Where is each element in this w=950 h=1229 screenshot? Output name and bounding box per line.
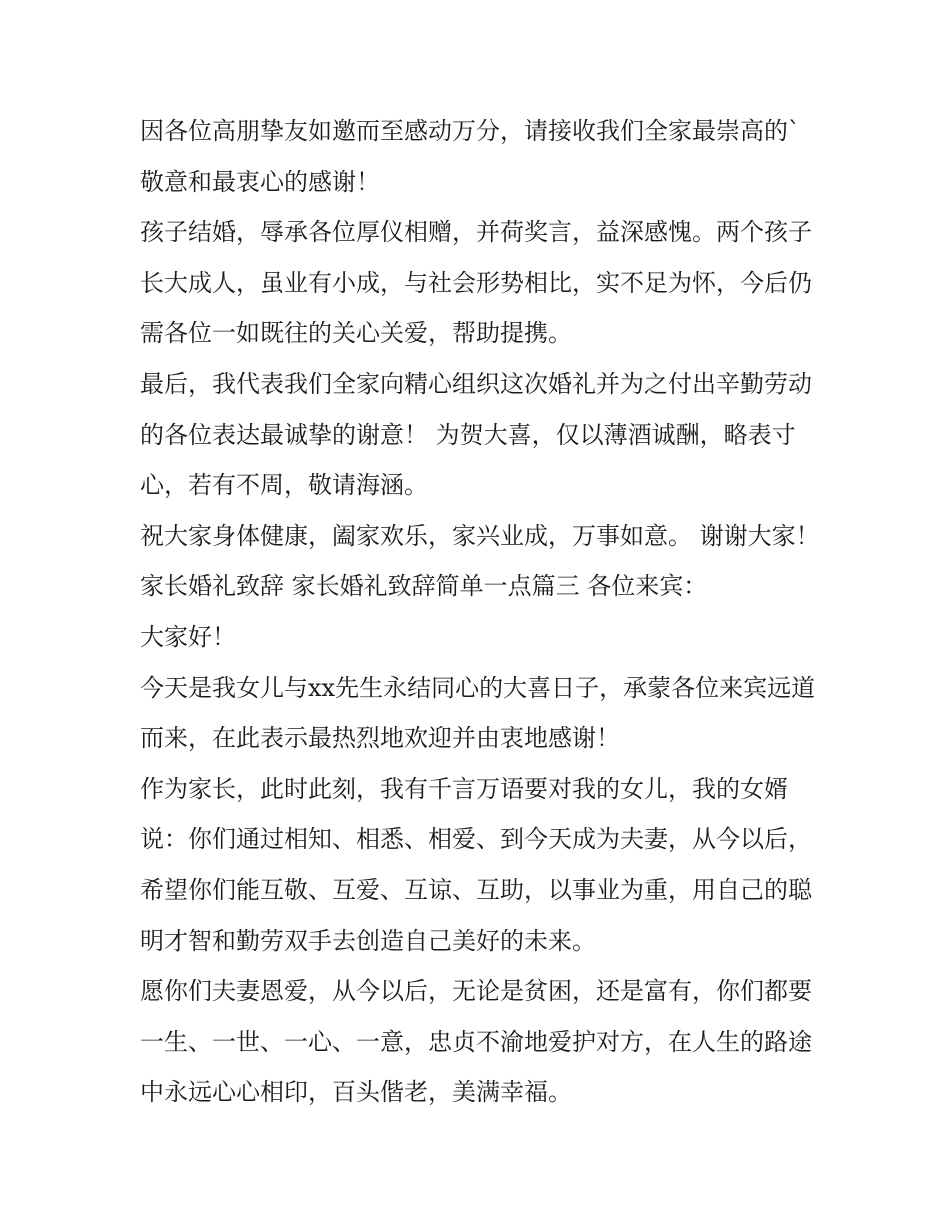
paragraph: 最后，我代表我们全家向精心组织这次婚礼并为之付出辛勤劳动的各位表达最诚挚的谢意！ 为贺大喜，仅以薄酒诚酬，略表寸心，若有不周，敬请海涵。 — [140, 369, 812, 500]
document-body — [140, 106, 820, 1118]
paragraph: 孩子结婚，辱承各位厚仪相赠，并荷奖言，益深感愧。两个孩子长大成人，虽业有小成，与社会形势相比，实不足为怀，今后仍需各位一如既往的关心关爱，帮助提携。 — [140, 218, 812, 348]
paragraph: 祝大家身体健康，阖家欢乐，家兴业成，万事如意。 谢谢大家！ 家长婚礼致辞 家长婚礼致辞简单一点篇三 各位来宾： — [140, 521, 820, 601]
paragraph: 作为家长，此时此刻，我有千言万语要对我的女儿，我的女婿说：你们通过相知、相悉、相爱、到今天成为夫妻，从今以后，希望你们能互敬、互爱、互谅、互助，以事业为重，用自己的聪明才智和勤劳双手去创造自己美好的未来。 — [140, 774, 812, 955]
paragraph: 大家好！ — [140, 622, 236, 651]
paragraph: 因各位高朋挚友如邀而至感动万分，请接收我们全家最崇高的`敬意和最衷心的感谢！ — [140, 117, 800, 196]
paragraph: 今天是我女儿与xx先生永结同心的大喜日子，承蒙各位来宾远道而来，在此表示最热烈地欢迎并由衷地感谢！ — [140, 673, 816, 753]
paragraph: 愿你们夫妻恩爱，从今以后，无论是贫困，还是富有，你们都要一生、一世、一心、一意，忠贞不渝地爱护对方，在人生的路途中永远心心相印，百头偕老，美满幸福。 — [140, 977, 812, 1107]
